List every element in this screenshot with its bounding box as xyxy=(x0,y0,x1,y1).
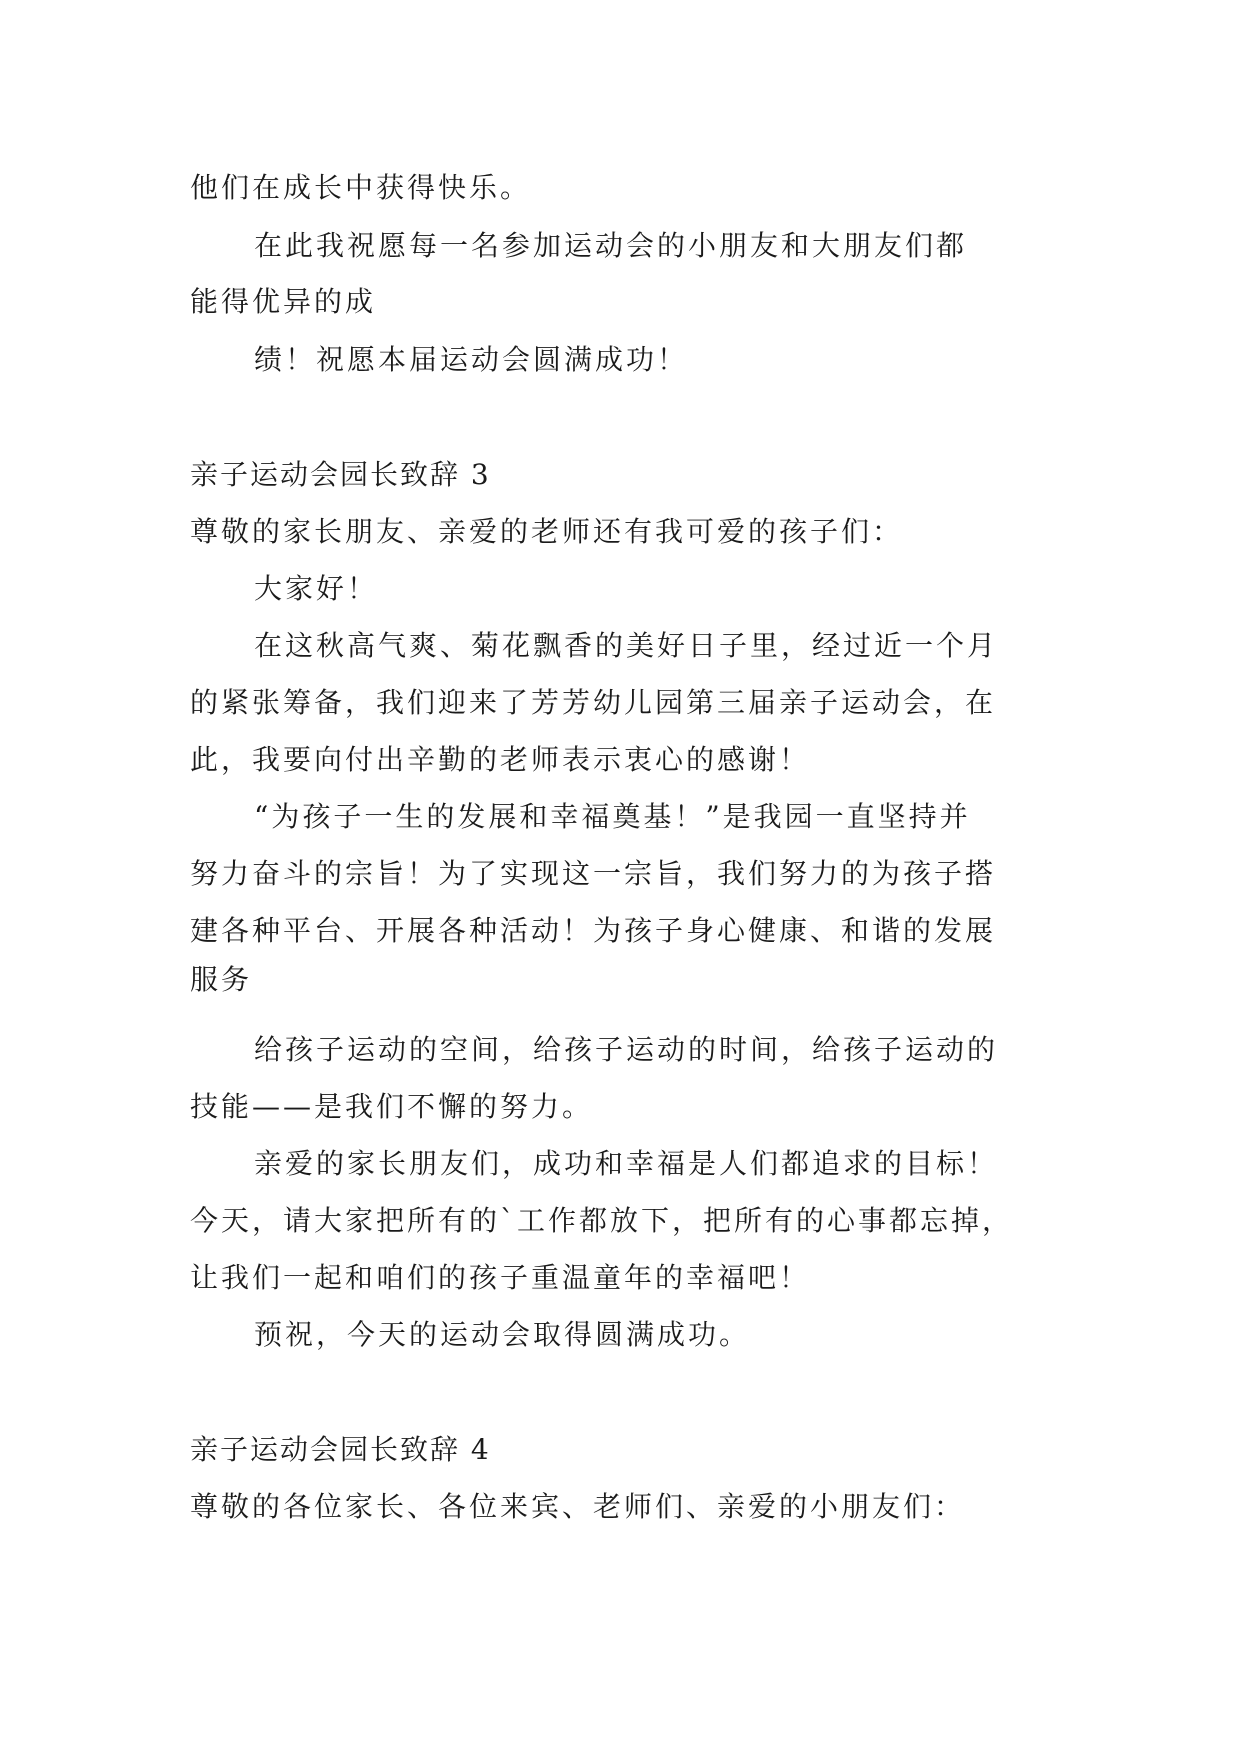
paragraph-line: 在这秋高气爽、菊花飘香的美好日子里，经过近一个月 xyxy=(254,629,999,662)
section-heading: 亲子运动会园长致辞 4 xyxy=(190,1433,491,1466)
paragraph-line: 的紧张筹备，我们迎来了芳芳幼儿园第三届亲子运动会，在 xyxy=(190,686,997,719)
paragraph-line: 能得优异的成 xyxy=(190,285,377,318)
paragraph-line: 预祝，今天的运动会取得圆满成功。 xyxy=(254,1318,751,1351)
paragraph-line: 亲爱的家长朋友们，成功和幸福是人们都追求的目标！ xyxy=(254,1147,999,1180)
paragraph-line: 今天，请大家把所有的`工作都放下，把所有的心事都忘掉， xyxy=(190,1204,1014,1237)
paragraph-line: 服务 xyxy=(190,963,253,996)
paragraph-line: 让我们一起和咱们的孩子重温童年的幸福吧！ xyxy=(190,1261,811,1294)
greeting: 大家好！ xyxy=(254,572,379,605)
paragraph-line: 在此我祝愿每一名参加运动会的小朋友和大朋友们都 xyxy=(254,229,968,262)
paragraph-line: 他们在成长中获得快乐。 xyxy=(190,171,532,204)
paragraph-line: 绩！祝愿本届运动会圆满成功！ xyxy=(254,343,689,376)
paragraph-line: 建各种平台、开展各种活动！为孩子身心健康、和谐的发展 xyxy=(190,914,997,947)
section-heading: 亲子运动会园长致辞 3 xyxy=(190,458,491,491)
paragraph-line: 努力奋斗的宗旨！为了实现这一宗旨，我们努力的为孩子搭 xyxy=(190,857,997,890)
paragraph-line: 技能——是我们不懈的努力。 xyxy=(190,1090,594,1123)
paragraph-line: 此，我要向付出辛勤的老师表示衷心的感谢！ xyxy=(190,743,811,776)
salutation: 尊敬的各位家长、各位来宾、老师们、亲爱的小朋友们： xyxy=(190,1490,966,1523)
salutation: 尊敬的家长朋友、亲爱的老师还有我可爱的孩子们： xyxy=(190,515,904,548)
paragraph-line: 给孩子运动的空间，给孩子运动的时间，给孩子运动的 xyxy=(254,1033,999,1066)
paragraph-line: “为孩子一生的发展和幸福奠基！”是我园一直坚持并 xyxy=(254,800,971,833)
